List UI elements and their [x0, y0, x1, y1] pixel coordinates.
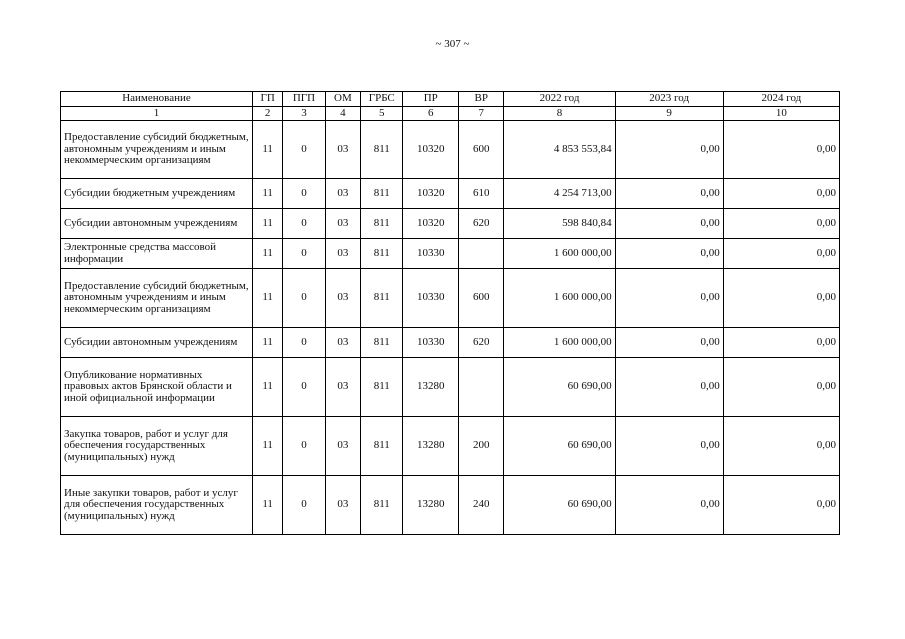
cell-om: 03: [325, 269, 360, 328]
table-row: [61, 269, 840, 328]
cell-2022: 4 853 553,84: [504, 121, 615, 179]
cell-grbs: 811: [361, 121, 403, 179]
table-row: [61, 358, 840, 417]
header-cell: ВР: [459, 92, 504, 107]
cell-gp: 11: [252, 358, 282, 417]
table-row: [61, 239, 840, 269]
cell-2023: 0,00: [615, 239, 723, 269]
header-cell: ОМ: [325, 92, 360, 107]
cell-pr: 10320: [403, 179, 459, 209]
cell-vr: [459, 239, 504, 269]
row-name: Предоставление субсидий бюджетным, автономным учреждениям и иным некоммерческим организациям: [61, 121, 253, 179]
cell-2022: 1 600 000,00: [504, 269, 615, 328]
cell-vr: 600: [459, 121, 504, 179]
row-name: Закупка товаров, работ и услуг для обеспечения государственных (муниципальных) нужд: [61, 417, 253, 476]
column-number-cell: 3: [283, 107, 325, 121]
cell-2024: 0,00: [723, 476, 839, 535]
cell-2022: 60 690,00: [504, 476, 615, 535]
row-name: Электронные средства массовой информации: [61, 239, 253, 269]
cell-2023: 0,00: [615, 269, 723, 328]
cell-pr: 10320: [403, 209, 459, 239]
cell-2023: 0,00: [615, 358, 723, 417]
cell-gp: 11: [252, 239, 282, 269]
row-name: Субсидии бюджетным учреждениям: [61, 179, 253, 209]
cell-grbs: 811: [361, 209, 403, 239]
column-number-cell: 5: [361, 107, 403, 121]
header-cell: ГП: [252, 92, 282, 107]
column-number-cell: 6: [403, 107, 459, 121]
cell-2024: 0,00: [723, 358, 839, 417]
cell-vr: 610: [459, 179, 504, 209]
cell-pr: 10330: [403, 269, 459, 328]
cell-vr: 620: [459, 209, 504, 239]
cell-pgp: 0: [283, 358, 325, 417]
cell-2023: 0,00: [615, 328, 723, 358]
header-cell: ПГП: [283, 92, 325, 107]
cell-pgp: 0: [283, 476, 325, 535]
column-number-cell: 4: [325, 107, 360, 121]
table-row: [61, 121, 840, 179]
header-cell: Наименование: [61, 92, 253, 107]
cell-2024: 0,00: [723, 179, 839, 209]
cell-om: 03: [325, 179, 360, 209]
row-name: Субсидии автономным учреждениям: [61, 328, 253, 358]
cell-grbs: 811: [361, 328, 403, 358]
cell-gp: 11: [252, 209, 282, 239]
cell-2024: 0,00: [723, 417, 839, 476]
cell-2024: 0,00: [723, 239, 839, 269]
cell-om: 03: [325, 209, 360, 239]
cell-pgp: 0: [283, 417, 325, 476]
budget-table: [60, 91, 840, 535]
cell-gp: 11: [252, 328, 282, 358]
cell-vr: 240: [459, 476, 504, 535]
header-cell: 2024 год: [723, 92, 839, 107]
cell-pgp: 0: [283, 209, 325, 239]
cell-2024: 0,00: [723, 121, 839, 179]
cell-grbs: 811: [361, 239, 403, 269]
cell-2024: 0,00: [723, 269, 839, 328]
column-number-cell: 1: [61, 107, 253, 121]
cell-gp: 11: [252, 121, 282, 179]
header-row: [61, 92, 840, 107]
cell-grbs: 811: [361, 358, 403, 417]
header-cell: 2022 год: [504, 92, 615, 107]
cell-2022: 1 600 000,00: [504, 328, 615, 358]
row-name: Субсидии автономным учреждениям: [61, 209, 253, 239]
cell-grbs: 811: [361, 417, 403, 476]
cell-grbs: 811: [361, 269, 403, 328]
cell-pr: 13280: [403, 476, 459, 535]
column-number-cell: 7: [459, 107, 504, 121]
cell-pr: 10330: [403, 328, 459, 358]
cell-gp: 11: [252, 269, 282, 328]
cell-pgp: 0: [283, 269, 325, 328]
cell-2024: 0,00: [723, 209, 839, 239]
table-row: [61, 328, 840, 358]
cell-vr: 600: [459, 269, 504, 328]
cell-2024: 0,00: [723, 328, 839, 358]
cell-2022: 598 840,84: [504, 209, 615, 239]
row-name: Опубликование нормативных правовых актов Брянской области и иной официальной информации: [61, 358, 253, 417]
cell-om: 03: [325, 121, 360, 179]
cell-pr: 10320: [403, 121, 459, 179]
page-number: ~ 307 ~: [435, 38, 470, 50]
cell-2023: 0,00: [615, 179, 723, 209]
row-name: Иные закупки товаров, работ и услуг для обеспечения государственных (муниципальных) нужд: [61, 476, 253, 535]
column-number-cell: 9: [615, 107, 723, 121]
cell-om: 03: [325, 239, 360, 269]
row-name: Предоставление субсидий бюджетным, автономным учреждениям и иным некоммерческим организациям: [61, 269, 253, 328]
cell-pgp: 0: [283, 328, 325, 358]
column-number-cell: 2: [252, 107, 282, 121]
cell-vr: 620: [459, 328, 504, 358]
table-row: [61, 476, 840, 535]
cell-om: 03: [325, 358, 360, 417]
cell-om: 03: [325, 476, 360, 535]
header-cell: 2023 год: [615, 92, 723, 107]
cell-vr: [459, 358, 504, 417]
cell-grbs: 811: [361, 476, 403, 535]
cell-pr: 13280: [403, 417, 459, 476]
cell-2022: 60 690,00: [504, 358, 615, 417]
column-number-row: [61, 107, 840, 121]
cell-pgp: 0: [283, 239, 325, 269]
cell-2022: 4 254 713,00: [504, 179, 615, 209]
cell-om: 03: [325, 328, 360, 358]
cell-gp: 11: [252, 179, 282, 209]
cell-om: 03: [325, 417, 360, 476]
cell-gp: 11: [252, 476, 282, 535]
cell-2022: 60 690,00: [504, 417, 615, 476]
cell-2023: 0,00: [615, 209, 723, 239]
cell-vr: 200: [459, 417, 504, 476]
cell-2023: 0,00: [615, 476, 723, 535]
cell-pr: 13280: [403, 358, 459, 417]
column-number-cell: 10: [723, 107, 839, 121]
cell-2023: 0,00: [615, 417, 723, 476]
table-row: [61, 209, 840, 239]
cell-2022: 1 600 000,00: [504, 239, 615, 269]
cell-pr: 10330: [403, 239, 459, 269]
table-row: [61, 417, 840, 476]
table-row: [61, 179, 840, 209]
header-cell: ГРБС: [361, 92, 403, 107]
cell-2023: 0,00: [615, 121, 723, 179]
cell-pgp: 0: [283, 179, 325, 209]
cell-pgp: 0: [283, 121, 325, 179]
header-cell: ПР: [403, 92, 459, 107]
column-number-cell: 8: [504, 107, 615, 121]
cell-gp: 11: [252, 417, 282, 476]
cell-grbs: 811: [361, 179, 403, 209]
